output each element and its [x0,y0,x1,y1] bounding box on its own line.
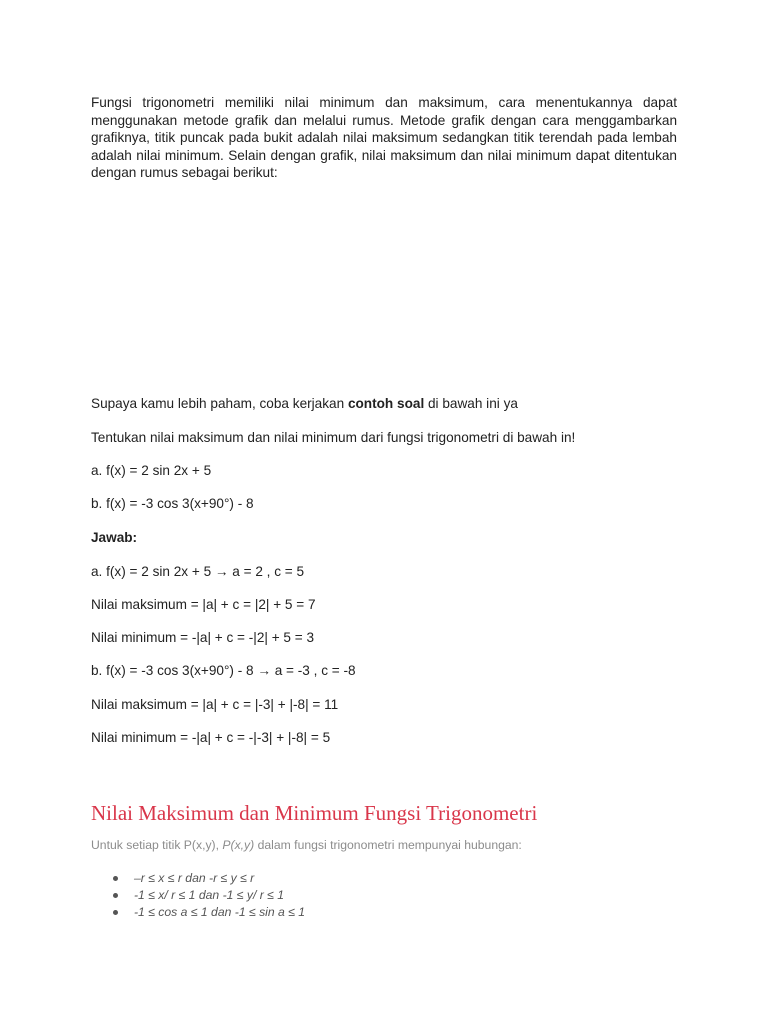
supaya-prefix: Supaya kamu lebih paham, coba kerjakan [91,396,348,411]
question-a: a. f(x) = 2 sin 2x + 5 [91,463,212,478]
question-b: b. f(x) = -3 cos 3(x+90°) - 8 [91,496,254,511]
section-intro-suffix: dalam fungsi trigonometri mempunyai hubungan: [254,838,522,852]
contoh-soal-emphasis: contoh soal [347,396,425,411]
supaya-suffix: di bawah ini ya [424,396,518,411]
section-title: Nilai Maksimum dan Minimum Fungsi Trigonometri [91,801,538,825]
relation-list [91,870,305,921]
answer-b: b. f(x) = -3 cos 3(x+90°) - 8 → a = -3 , c = -8 [91,663,356,678]
answer-a-min: Nilai minimum = -|a| + c = -|2| + 5 = 3 [91,630,315,645]
supaya-line [91,396,518,411]
section-intro [91,838,522,852]
section-intro-italic: P(x,y) [222,838,255,852]
list-item-text: -1 ≤ cos a ≤ 1 dan -1 ≤ sin a ≤ 1 [134,905,306,919]
bullet-icon [113,910,118,915]
question-text: Tentukan nilai maksimum dan nilai minimum dari fungsi trigonometri di bawah in! [91,430,576,445]
section-intro-prefix: Untuk setiap titik P(x,y), [91,838,223,852]
answer-a-max: Nilai maksimum = |a| + c = |2| + 5 = 7 [91,597,316,612]
jawab-heading: Jawab: [91,530,138,545]
list-item [91,870,305,887]
list-item [91,904,305,921]
bullet-icon [113,876,118,881]
intro-paragraph: Fungsi trigonometri memiliki nilai minimum dan maksimum, cara menentukannya dapat menggunakan metode grafik dan melalui rumus. Metode grafik dengan cara menggambarkan grafiknya, titik puncak pada bukit adalah nilai maksimum sedangkan titik terendah pada lembah adalah nilai minimum. Selain dengan grafik, nilai maksimum dan nilai minimum dapat ditentukan dengan rumus sebagai berikut: [91,95,677,180]
bullet-icon [113,893,118,898]
list-item-text: -1 ≤ x/ r ≤ 1 dan -1 ≤ y/ r ≤ 1 [134,888,285,902]
answer-b-min: Nilai minimum = -|a| + c = -|-3| + |-8| = 5 [91,730,331,745]
answer-b-max: Nilai maksimum = |a| + c = |-3| + |-8| = 11 [91,697,339,712]
list-item-text: –r ≤ x ≤ r dan -r ≤ y ≤ r [134,871,255,885]
list-item [91,887,305,904]
answer-a: a. f(x) = 2 sin 2x + 5 → a = 2 , c = 5 [91,564,305,579]
